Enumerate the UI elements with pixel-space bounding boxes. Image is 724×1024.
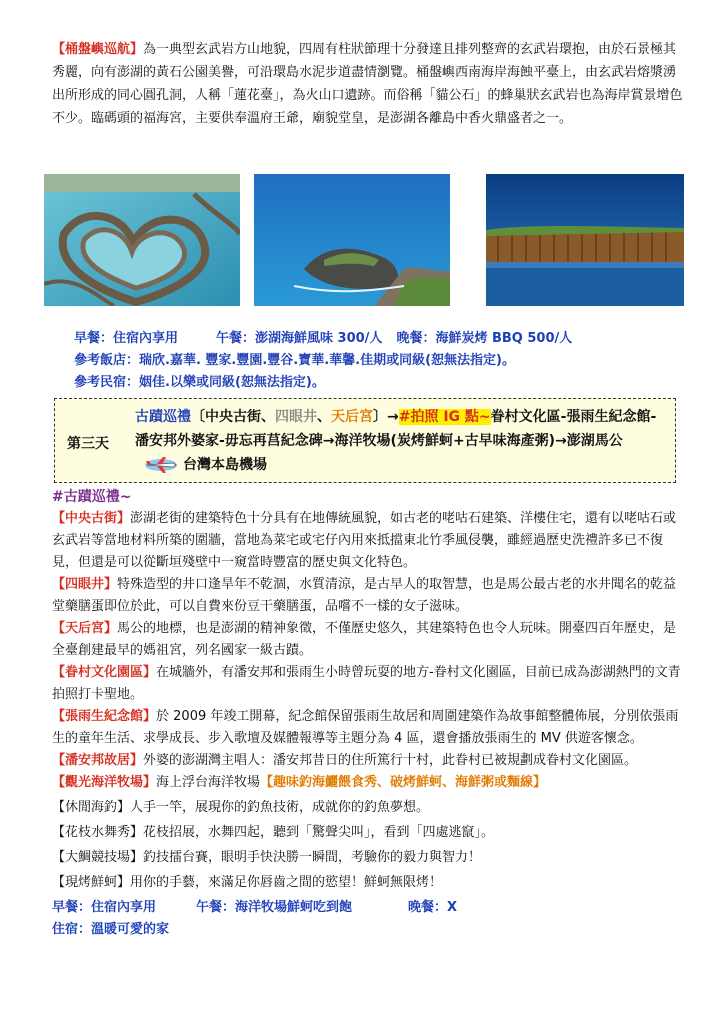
route-heritage: 古蹟巡禮 — [135, 409, 191, 425]
text-four-eye-well: 特殊造型的井口逢旱年不乾涸，水質清涼，是古早人的取智慧，也是馬公最古老的水井聞名的乾益堂藥膳蛋即位於此，可以自費來份豆干藥膳蛋，品嚐不一樣的女子滋味。 — [52, 577, 677, 614]
text-memorial: 於 2009 年竣工開幕，紀念館保留張雨生故居和周圍建築作為故事館整體佈展，分別依張雨生的童年生活、求學成長、步入歌壇及媒體報導等主題分為 4 區，還會播放張雨生的 MV 供遊客懷念。 — [52, 709, 679, 746]
tag-memorial: 【張雨生紀念館】 — [52, 709, 157, 724]
route-part: 、 — [317, 409, 331, 425]
text-temple: 馬公的地標，也是澎湖的精神象徵，不僅歷史悠久，其建築特色也令人玩味。開臺四百年歷史，是全臺創建最早的媽祖宮，列名國家一級古蹟。 — [52, 621, 677, 658]
day-label: 第三天 — [67, 436, 109, 452]
paragraph-memorial — [52, 706, 686, 750]
photo-coastal-island — [254, 174, 450, 306]
day-route — [135, 405, 667, 477]
breakfast-label: 早餐：住宿內享用 — [74, 331, 179, 346]
route-part: 〕→ — [373, 409, 399, 425]
section-heading: #古蹟巡禮~ — [52, 489, 132, 505]
hotel-reference: 參考飯店：瑞欣.嘉華. 豐家.豐園.豐谷.寶華.華馨.佳期或同級(恕無法指定)。 — [74, 353, 515, 368]
meals-day3 — [52, 897, 686, 919]
ranch-activities: 【趣味釣海鱺餵食秀、破烤鮮蚵、海鮮粥或麵線】 — [260, 775, 547, 790]
route-continued: 眷村文化區-張雨生紀念館-潘安邦外婆家-毋忘再莒紀念碑→海洋牧場(炭烤鮮蚵+古早味海產粥)→澎湖馬公 — [135, 409, 657, 449]
activity-oyster-bbq: 【現烤鮮蚵】用你的手藝，來滿足你唇齒之間的慾望！鮮蚵無限烤！ — [52, 875, 443, 890]
lunch-label: 午餐：澎湖海鮮風味 300/人 — [216, 331, 383, 346]
photo-double-heart-stone-weir — [44, 174, 240, 306]
meals-day2 — [74, 328, 572, 394]
tag-village: 【眷村文化園區】 — [52, 665, 157, 680]
intro-tag: 【桶盤嶼巡航】 — [52, 42, 144, 57]
paragraph-temple — [52, 618, 686, 662]
breakfast-label: 早餐：住宿內享用 — [52, 900, 157, 915]
tag-temple: 【天后宮】 — [52, 621, 118, 636]
paragraph-old-street — [52, 508, 686, 574]
ig-photo-spot: #拍照 IG 點~ — [398, 409, 491, 425]
route-temple: 天后宮 — [331, 409, 373, 425]
paragraph-village — [52, 662, 686, 706]
photo-basalt-cliff — [486, 174, 684, 306]
activity-fishing: 【休閒海釣】人手一竿，展現你的釣魚技術，成就你的釣魚夢想。 — [52, 800, 430, 815]
intro-paragraph — [52, 38, 684, 130]
intro-text: 為一典型玄武岩方山地貌，四周有柱狀節理十分發達且排列整齊的玄武岩環抱，由於石景極其秀麗，向有澎湖的黃石公園美譽，可沿環島水泥步道盡情瀏覽。桶盤嶼西南海岸海蝕平臺上，由玄武岩熔漿湧出所形成的同心圓孔洞，人稱「蓮花臺」，為火山口遺跡。而俗稱「貓公石」的蜂巢狀玄武岩也為海岸賞景增色不少。臨碼頭的福海宮，主要供奉溫府王爺，廟貌堂皇，是澎湖各離島中香火鼎盛者之一。 — [52, 42, 683, 126]
dinner-label: 晚餐：海鮮炭烤 BBQ 500/人 — [396, 331, 573, 346]
day3-route-box — [54, 398, 676, 483]
text-village: 在城牆外，有潘安邦和張雨生小時曾玩耍的地方-眷村文化園區，目前已成為澎湖熱門的文青拍照打卡聖地。 — [52, 665, 681, 702]
text-residence: 外婆的澎湖灣主唱人：潘安邦昔日的住所篤行十村，此眷村已被規劃成眷村文化園區。 — [143, 753, 638, 768]
route-destination: 台灣本島機場 — [183, 457, 267, 473]
meal-row — [74, 328, 572, 350]
route-four-eye-well: 四眼井 — [275, 409, 317, 425]
text-old-street: 澎湖老街的建築特色十分具有在地傳統風貌，如古老的咾咕石建築、洋樓住宅，還有以咾咕石或玄武岩等當地材料所築的圍牆，當地為菜宅或宅仔內用來抵擋東北竹季風侵襲，雖經過歷史洗禮許多已不復見，但還是可以從斷垣殘壁中一窺當時豐富的歷史與文化特色。 — [52, 511, 677, 570]
lunch-label: 午餐：海洋牧場鮮蚵吃到飽 — [196, 900, 353, 915]
paragraph-four-eye-well — [52, 574, 686, 618]
activity-sea-bream: 【大鯛競技場】釣技擂台賽，眼明手快決勝一瞬間，考驗你的毅力與智力！ — [52, 850, 482, 865]
airplane-icon — [143, 455, 179, 475]
tag-four-eye-well: 【四眼井】 — [52, 577, 118, 592]
day3-details — [52, 486, 686, 941]
paragraph-residence — [52, 750, 686, 772]
photo-strip — [44, 174, 684, 306]
paragraph-ranch — [52, 772, 686, 794]
route-part: 〔中央古街、 — [191, 409, 275, 425]
tag-old-street: 【中央古街】 — [52, 511, 131, 526]
text-ranch: 海上浮台海洋牧場 — [156, 775, 261, 790]
accommodation: 住宿：溫暖可愛的家 — [52, 922, 170, 937]
tag-ranch: 【觀光海洋牧場】 — [52, 775, 157, 790]
tag-residence: 【潘安邦故居】 — [52, 753, 144, 768]
activity-squid-show: 【花枝水舞秀】花枝招展，水舞四起，聽到「驚聲尖叫」，看到「四處逃竄」。 — [52, 825, 495, 840]
bnb-reference: 參考民宿：姻佳.以樂或同級(恕無法指定)。 — [74, 375, 325, 390]
dinner-label: 晚餐：X — [408, 900, 458, 915]
